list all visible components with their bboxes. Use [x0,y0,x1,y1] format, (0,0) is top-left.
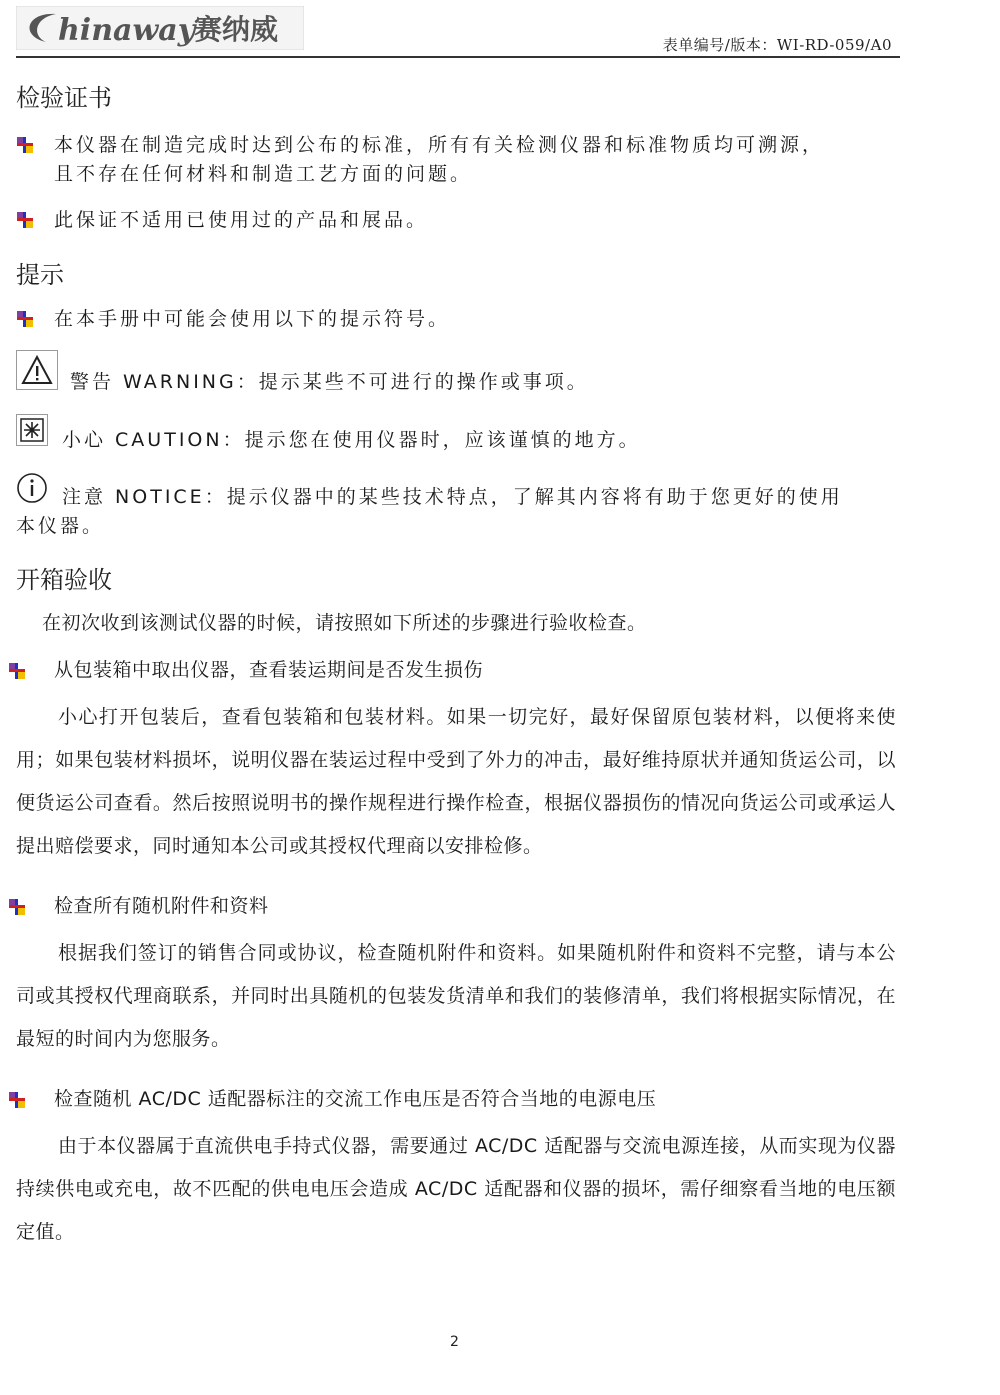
cert-bullet2: 此保证不适用已使用过的产品和展品。 [54,209,429,231]
bullet-icon [8,898,26,916]
bullet-icon [16,136,34,154]
step3-body: 由于本仪器属于直流供电手持式仪器，需要通过 AC/DC 适配器与交流电源连接，从而实现为仪器持续供电或充电，故不匹配的供电电压会造成 AC/DC 适配器和仪器的损坏，需仔细察看当地的电压额定值。 [16,1135,896,1243]
cert-bullet1-line2: 且不存在任何材料和制造工艺方面的问题。 [54,163,473,185]
section-heading-tips: 提示 [16,261,64,289]
bullet-icon [16,310,34,328]
page-header [0,0,1000,60]
cert-bullet1-line1: 本仪器在制造完成时达到公布的标准，所有有关检测仪器和标准物质均可溯源， [54,134,825,156]
svg-text:hinaway: hinaway [58,13,196,48]
step2-title: 检查所有随机附件和资料 [54,895,269,917]
bullet-icon [16,211,34,229]
warning-text: 警告 WARNING：提示某些不可进行的操作或事项。 [70,371,589,393]
caution-star-icon [20,418,44,442]
caution-symbol [16,414,48,446]
form-code: 表单编号/版本：WI-RD-059/A0 [662,36,892,54]
bullet-icon [8,662,26,680]
tips-intro: 在本手册中可能会使用以下的提示符号。 [54,308,451,330]
caution-text: 小心 CAUTION：提示您在使用仪器时，应该谨慎的地方。 [62,429,641,451]
step3-title: 检查随机 AC/DC 适配器标注的交流工作电压是否符合当地的电源电压 [54,1088,657,1110]
bullet-icon [8,1091,26,1109]
notice-symbol [16,472,48,504]
page-number: 2 [450,1334,459,1350]
unpack-intro: 在初次收到该测试仪器的时候，请按照如下所述的步骤进行验收检查。 [42,612,647,634]
step1-body: 小心打开包装后，查看包装箱和包装材料。如果一切完好，最好保留原包装材料，以便将来使用；如果包装材料损坏，说明仪器在装运过程中受到了外力的冲击，最好维持原状并通知货运公司，以便货运公司查看。然后按照说明书的操作规程进行操作检查，根据仪器损伤的情况向货运公司或承运人提出赔偿要求，同时通知本公司或其授权代理商以安排检修。 [16,706,896,857]
warning-triangle-icon [21,355,53,385]
step1-title: 从包装箱中取出仪器，查看装运期间是否发生损伤 [54,659,484,681]
company-logo [16,6,304,50]
step2-body: 根据我们签订的销售合同或协议，检查随机附件和资料。如果随机附件和资料不完整，请与本公司或其授权代理商联系，并同时出具随机的包装发货清单和我们的装修清单，我们将根据实际情况，在最短的时间内为您服务。 [16,942,896,1050]
notice-text-line1: 注意 NOTICE：提示仪器中的某些技术特点，了解其内容将有助于您更好的使用 [62,486,843,508]
section-heading-certificate: 检验证书 [16,84,112,112]
warning-symbol [16,350,58,390]
notice-text-line2: 本仪器。 [16,515,105,537]
chinaway-logo-icon [16,6,304,50]
header-rule [16,56,900,58]
section-heading-unpack: 开箱验收 [16,566,112,594]
svg-text:赛纳威: 赛纳威 [194,13,279,46]
notice-info-icon [16,472,48,504]
